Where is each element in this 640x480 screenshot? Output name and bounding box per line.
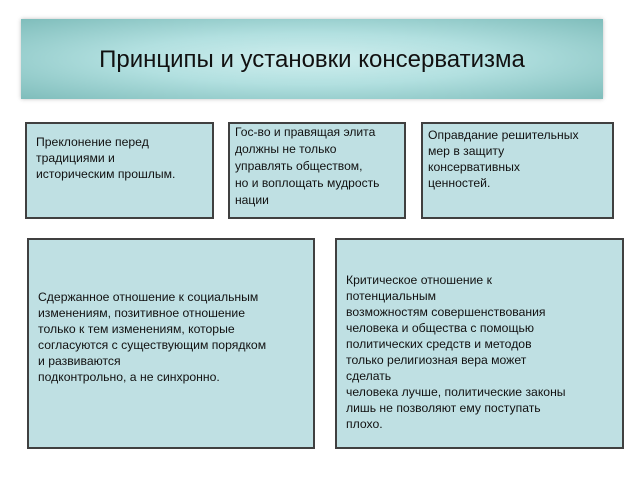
box-critical-attitude [335,238,624,449]
title-banner [21,19,603,99]
box-elite: Гос-во и правящая элита должны не только управлять обществом, но и воплощать мудрость нации [228,122,406,219]
box-tradition: Преклонение перед традициями и историческим прошлым. [25,122,214,219]
box-critical-attitude-text: Критическое отношение к потенциальным возможностям совершенствования человека и общества с помощью политических средств и методов только религиозная вера может сделать человека лучше, политические законы лишь не позволяют ему поступать плохо. [346,272,566,431]
box-social-changes-text: Сдержанное отношение к социальным изменениям, позитивное отношение только к тем изменениям, которые согласуются с существующим порядком и развиваются подконтрольно, а не синхронно. [38,289,267,384]
box-decisive-measures: Оправдание решительных мер в защиту консервативных ценностей. [421,122,614,219]
box-social-changes [27,238,315,449]
slide-title: Принципы и установки консерватизма [99,46,525,73]
